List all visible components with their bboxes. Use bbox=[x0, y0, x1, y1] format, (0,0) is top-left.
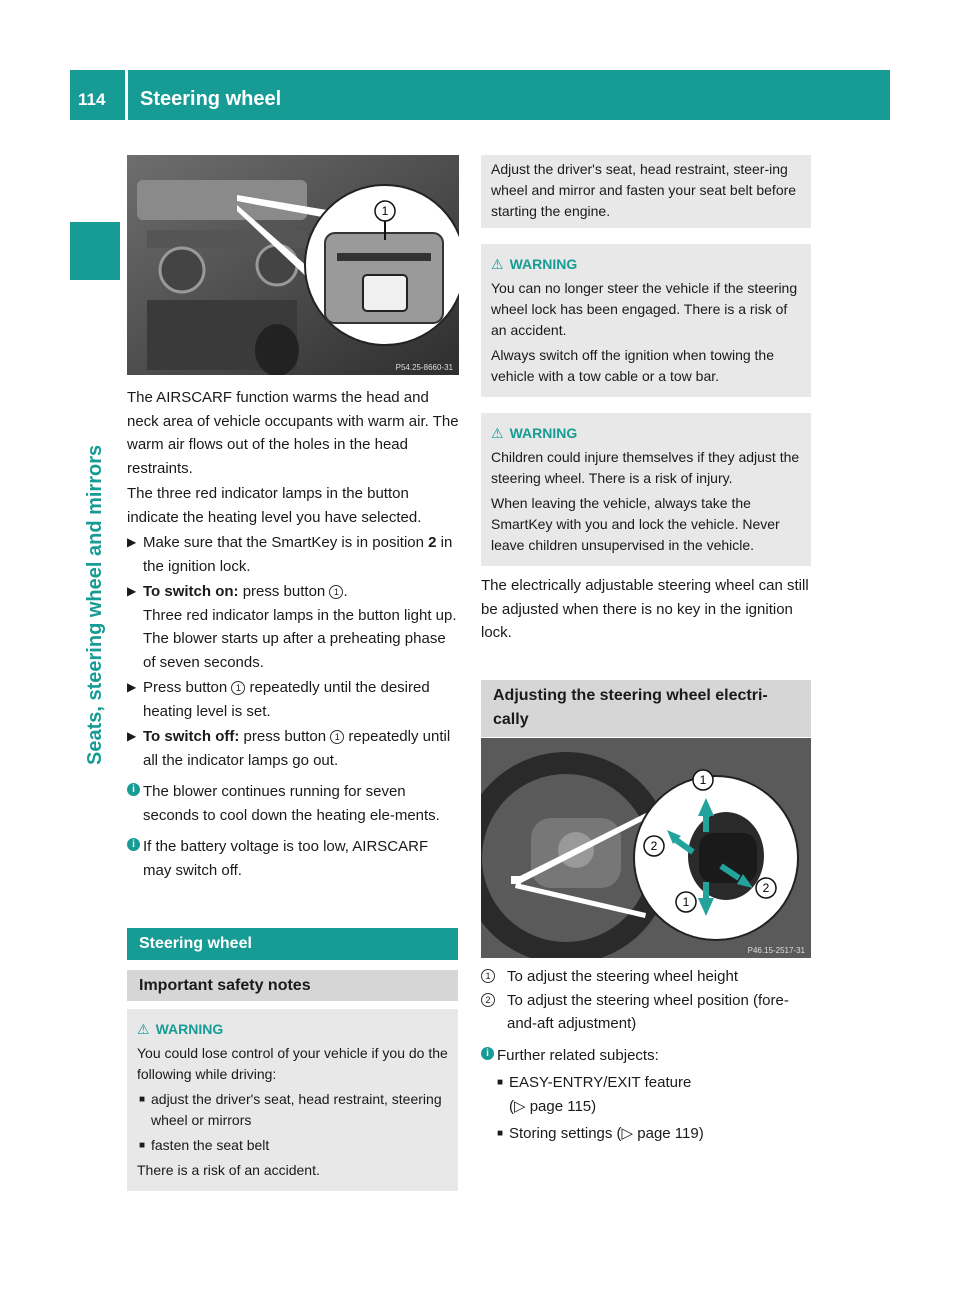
warning-box-driving bbox=[127, 1009, 458, 1191]
callout-1-icon: 1 bbox=[329, 585, 343, 599]
info-icon: i bbox=[127, 783, 140, 796]
airscarf-intro: The AIRSCARF function warms the head and neck area of vehicle occupants with warm air. The warm air flows out of the holes in the head restraints. bbox=[127, 389, 459, 477]
figure1-code: P54.25-8660-31 bbox=[395, 363, 453, 372]
callout-1-icon: 1 bbox=[330, 730, 344, 744]
step-position: ▶ Make sure that the SmartKey is in position 2 in the ignition lock. bbox=[127, 531, 460, 578]
callout-1-icon: 1 bbox=[481, 969, 495, 983]
warning-triangle-icon: ⚠ bbox=[137, 1021, 150, 1037]
figure2-callout: 2 bbox=[650, 839, 658, 853]
figure1-callout: 1 bbox=[381, 204, 389, 218]
warning-text: Children could injure themselves if they adjust the steering wheel. There is a risk of injury. bbox=[491, 449, 800, 486]
step-switch-on: ▶ To switch on: press button 1 . Three red indicator lamps in the button light up. The blower starts up after a preheating phase of seven seconds. bbox=[127, 580, 460, 674]
callout-2-icon: 2 bbox=[481, 993, 495, 1007]
related-link[interactable]: ■ EASY-ENTRY/EXIT feature (▷ page 115) bbox=[497, 1074, 692, 1115]
header-separator bbox=[125, 70, 128, 120]
info-related: i Further related subjects: bbox=[481, 1044, 811, 1068]
chapter-title: Seats, steering wheel and mirrors bbox=[84, 444, 106, 765]
page-number: 114 bbox=[78, 90, 106, 109]
info-blower: i The blower continues running for seven seconds to cool down the heating ele-ments. bbox=[127, 780, 460, 827]
warning-text: When leaving the vehicle, always take the SmartKey with you and lock the vehicle. Never leave children unsupervised in the vehicle. bbox=[491, 495, 780, 553]
step-arrow-icon: ▶ bbox=[127, 535, 137, 549]
section-steering-wheel: Steering wheel bbox=[127, 928, 458, 960]
figure2-callout: 1 bbox=[682, 895, 690, 909]
warning-box-children bbox=[481, 413, 811, 566]
switch-on-result: Three red indicator lamps in the button light up. The blower starts up after a preheating phase of seven seconds. bbox=[143, 606, 457, 671]
note-box: Adjust the driver's seat, head restraint, steer-ing wheel and mirror and fasten your seat belt before starting the engine. bbox=[481, 155, 811, 228]
indicator-intro: The three red indicator lamps in the button indicate the heating level you have selected. bbox=[127, 485, 422, 526]
info-icon: i bbox=[127, 838, 140, 851]
warning-heading: ⚠ WARNING bbox=[491, 423, 801, 444]
info-battery: i If the battery voltage is too low, AIRSCARF may switch off. bbox=[127, 835, 460, 882]
warning-text: Always switch off the ignition when towing the vehicle with a tow cable or a tow bar. bbox=[491, 347, 775, 384]
legend-item: 1 To adjust the steering wheel height bbox=[481, 965, 811, 989]
chapter-tab bbox=[70, 222, 120, 280]
warning-box-steering-lock bbox=[481, 244, 811, 397]
step-switch-off: ▶ To switch off: press button 1 repeatedly until all the indicator lamps go out. bbox=[127, 725, 460, 772]
left-column bbox=[127, 386, 460, 882]
info-icon: i bbox=[481, 1047, 494, 1060]
warning-bullet: ■ fasten the seat belt bbox=[139, 1137, 270, 1153]
figure2-code: P46.15-2517-31 bbox=[747, 946, 805, 955]
warning-heading: ⚠ WARNING bbox=[137, 1019, 448, 1040]
step-arrow-icon: ▶ bbox=[127, 584, 137, 598]
figure2-callout: 2 bbox=[762, 881, 770, 895]
airscarf-button-figure bbox=[127, 155, 459, 375]
warning-bullet: ■ adjust the driver's seat, head restraint, steering wheel or mirrors bbox=[139, 1091, 442, 1128]
step-arrow-icon: ▶ bbox=[127, 729, 137, 743]
warning-text: You could lose control of your vehicle if you do the following while driving: bbox=[137, 1045, 448, 1082]
warning-heading: ⚠ WARNING bbox=[491, 254, 801, 275]
steering-adjust-figure bbox=[481, 738, 811, 958]
warning-text: You can no longer steer the vehicle if the steering wheel lock has been engaged. There is a risk of an accident. bbox=[491, 280, 798, 338]
legend-item: 2 To adjust the steering wheel position (fore-and-aft adjustment) bbox=[481, 989, 811, 1036]
callout-1-icon: 1 bbox=[231, 681, 245, 695]
figure2-callout: 1 bbox=[699, 773, 707, 787]
step-arrow-icon: ▶ bbox=[127, 680, 137, 694]
warning-triangle-icon: ⚠ bbox=[491, 256, 504, 272]
page-title: Steering wheel bbox=[140, 88, 282, 110]
no-key-paragraph: The electrically adjustable steering wheel can still be adjusted when there is no key in the ignition lock. bbox=[481, 577, 809, 641]
subsection-safety-notes: Important safety notes bbox=[127, 970, 458, 1002]
section-adjusting-steering: Adjusting the steering wheel electri-cally bbox=[481, 680, 811, 737]
warning-outro: There is a risk of an accident. bbox=[137, 1162, 320, 1178]
step-heating-level: ▶ Press button 1 repeatedly until the desired heating level is set. bbox=[127, 676, 460, 723]
warning-triangle-icon: ⚠ bbox=[491, 425, 504, 441]
related-link[interactable]: ■ Storing settings (▷ page 119) bbox=[497, 1125, 704, 1142]
